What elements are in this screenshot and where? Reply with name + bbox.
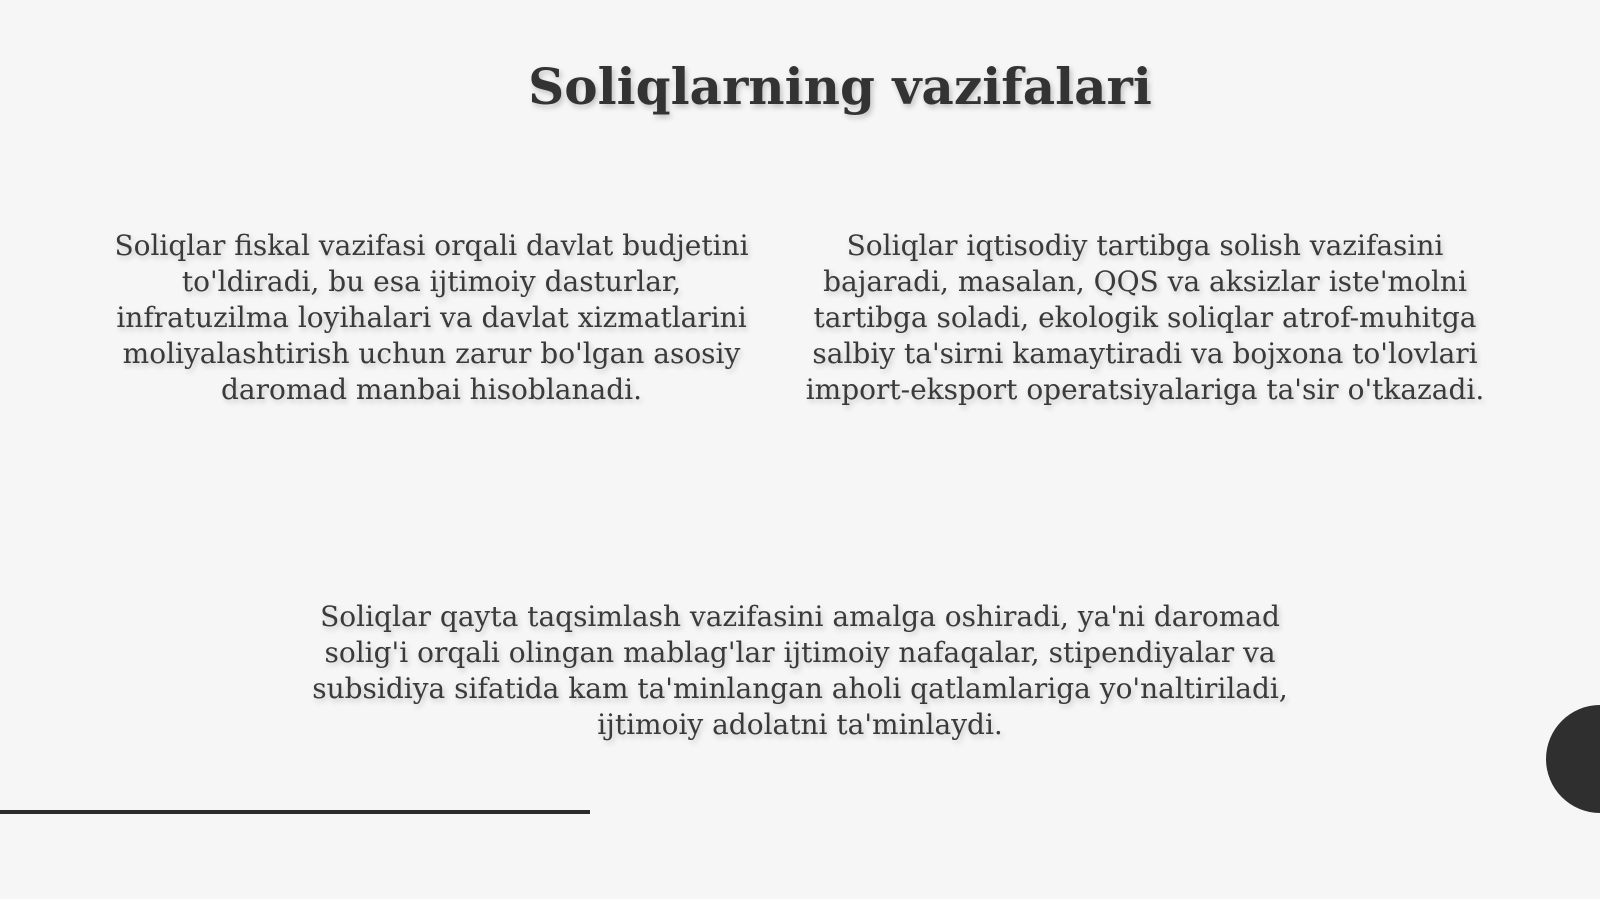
decorative-divider-line [0, 810, 590, 814]
fiscal-function-text: Soliqlar fiskal vazifasi orqali davlat budjetini to'ldiradi, bu esa ijtimoiy dasturlar, infratuzilma loyihalari va davlat xizmatlarini moliyalashtirish uchun zarur bo'lgan asosiy daromad manbai hisoblanadi. [114, 229, 749, 406]
slide-title: Soliqlarning vazifalari [528, 57, 1152, 116]
redistribution-function-text: Soliqlar qayta taqsimlash vazifasini amalga oshiradi, ya'ni daromad solig'i orqali olingan mablag'lar ijtimoiy nafaqalar, stipendiyalar va subsidiya sifatida kam ta'minlangan aholi qatlamlariga yo'naltiriladi, ijtimoiy adolatni ta'minlaydi. [312, 600, 1288, 741]
regulatory-function-text: Soliqlar iqtisodiy tartibga solish vazifasini bajaradi, masalan, QQS va aksizlar iste'molni tartibga soladi, ekologik soliqlar atrof-muhitga salbiy ta'sirni kamaytiradi va bojxona to'lovlari import-eksport operatsiyalariga ta'sir o'tkazadi. [805, 229, 1485, 406]
decorative-circle-shape [1546, 705, 1600, 813]
